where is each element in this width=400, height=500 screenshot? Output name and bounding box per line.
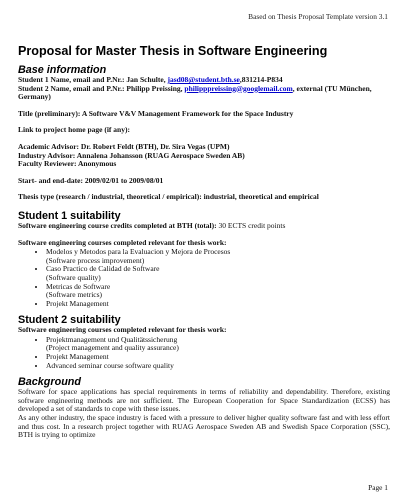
student1-courses-label: Software engineering courses completed relevant for thesis work: <box>18 237 227 247</box>
student2-external: , external (TU München, Germany) <box>18 83 372 102</box>
student1-pnr: ,831214-P834 <box>239 75 283 84</box>
student1-suitability-heading: Student 1 suitability <box>18 209 121 222</box>
link-line: Link to project home page (if any): <box>18 125 130 135</box>
list-item: • Advanced seminar course software quality <box>46 362 390 371</box>
academic-advisor-line: Academic Advisor: Dr. Robert Feldt (BTH), Dr. Sira Vegas (UPM) <box>18 141 230 151</box>
student2-suitability-heading: Student 2 suitability <box>18 314 121 327</box>
list-item: • Modelos y Metodos para la Evaluacion y Mejora de Procesos (Software process improvement) <box>46 248 390 265</box>
student2-line <box>18 85 390 102</box>
student2-text: Student 2 Name, email and P.Nr.: Philipp Preissing, <box>18 83 185 93</box>
student2-course-list <box>18 336 390 370</box>
faculty-reviewer-line: Faculty Reviewer: Anonymous <box>18 159 117 169</box>
background-paragraph-1: Software for space applications has special requirements in terms of reliability and dependability. Therefore, existing software engineering methods are not sufficient. The European Cooperation for Space Standardization (ECSS) has developed a set of standards to cope with these issues. <box>18 387 390 414</box>
list-item: • Projektmanagement und Qualitätssicherung (Project management and quality assurance) <box>46 336 390 353</box>
list-item: • Projekt Management <box>46 300 390 309</box>
student1-course-list <box>18 248 390 308</box>
thesis-type-line: Thesis type (research / industrial, theoretical / empirical): industrial, theoretical and empirical <box>18 192 319 202</box>
list-item: • Caso Practico de Calidad de Software (Software quality) <box>46 265 390 282</box>
base-information-heading: Base information <box>18 64 107 76</box>
document-body <box>18 64 390 440</box>
page-number: Page 1 <box>368 483 388 492</box>
industry-advisor-line: Industry Advisor: Annalena Johansson (RUAG Aerospace Sweden AB) <box>18 150 245 160</box>
background-paragraph-2: As any other industry, the space industry is faced with a pressure to deliver higher quality software fast and with less effort and thus cost. In a research project together with RUAG Aerospace Sweden AB and Swedish Space Corporation (SSC), BTH is trying to optimize <box>18 413 390 440</box>
list-item: • Projekt Management <box>46 353 390 362</box>
dates-line: Start- and end-date: 2009/02/01 to 2009/08/01 <box>18 175 164 185</box>
student1-text: Student 1 Name, email and P.Nr.: Jan Schulte, <box>18 75 168 84</box>
list-item: • Metricas de Software (Software metrics) <box>46 283 390 300</box>
background-heading: Background <box>18 376 81 389</box>
student2-email-link[interactable]: philipppreissing@googlemail.com <box>184 83 293 93</box>
student1-credits-line: Software engineering course credits completed at BTH (total): 30 ECTS credit points <box>18 220 286 230</box>
title-line: Title (preliminary): A Software V&V Management Framework for the Space Industry <box>18 108 294 118</box>
document-title: Proposal for Master Thesis in Software Engineering <box>18 44 328 58</box>
template-version-note: Based on Thesis Proposal Template version 3.1 <box>248 12 388 21</box>
student1-email-link[interactable]: jasd08@student.bth.se <box>167 75 240 84</box>
student2-courses-label: Software engineering courses completed relevant for thesis work: <box>18 325 227 335</box>
